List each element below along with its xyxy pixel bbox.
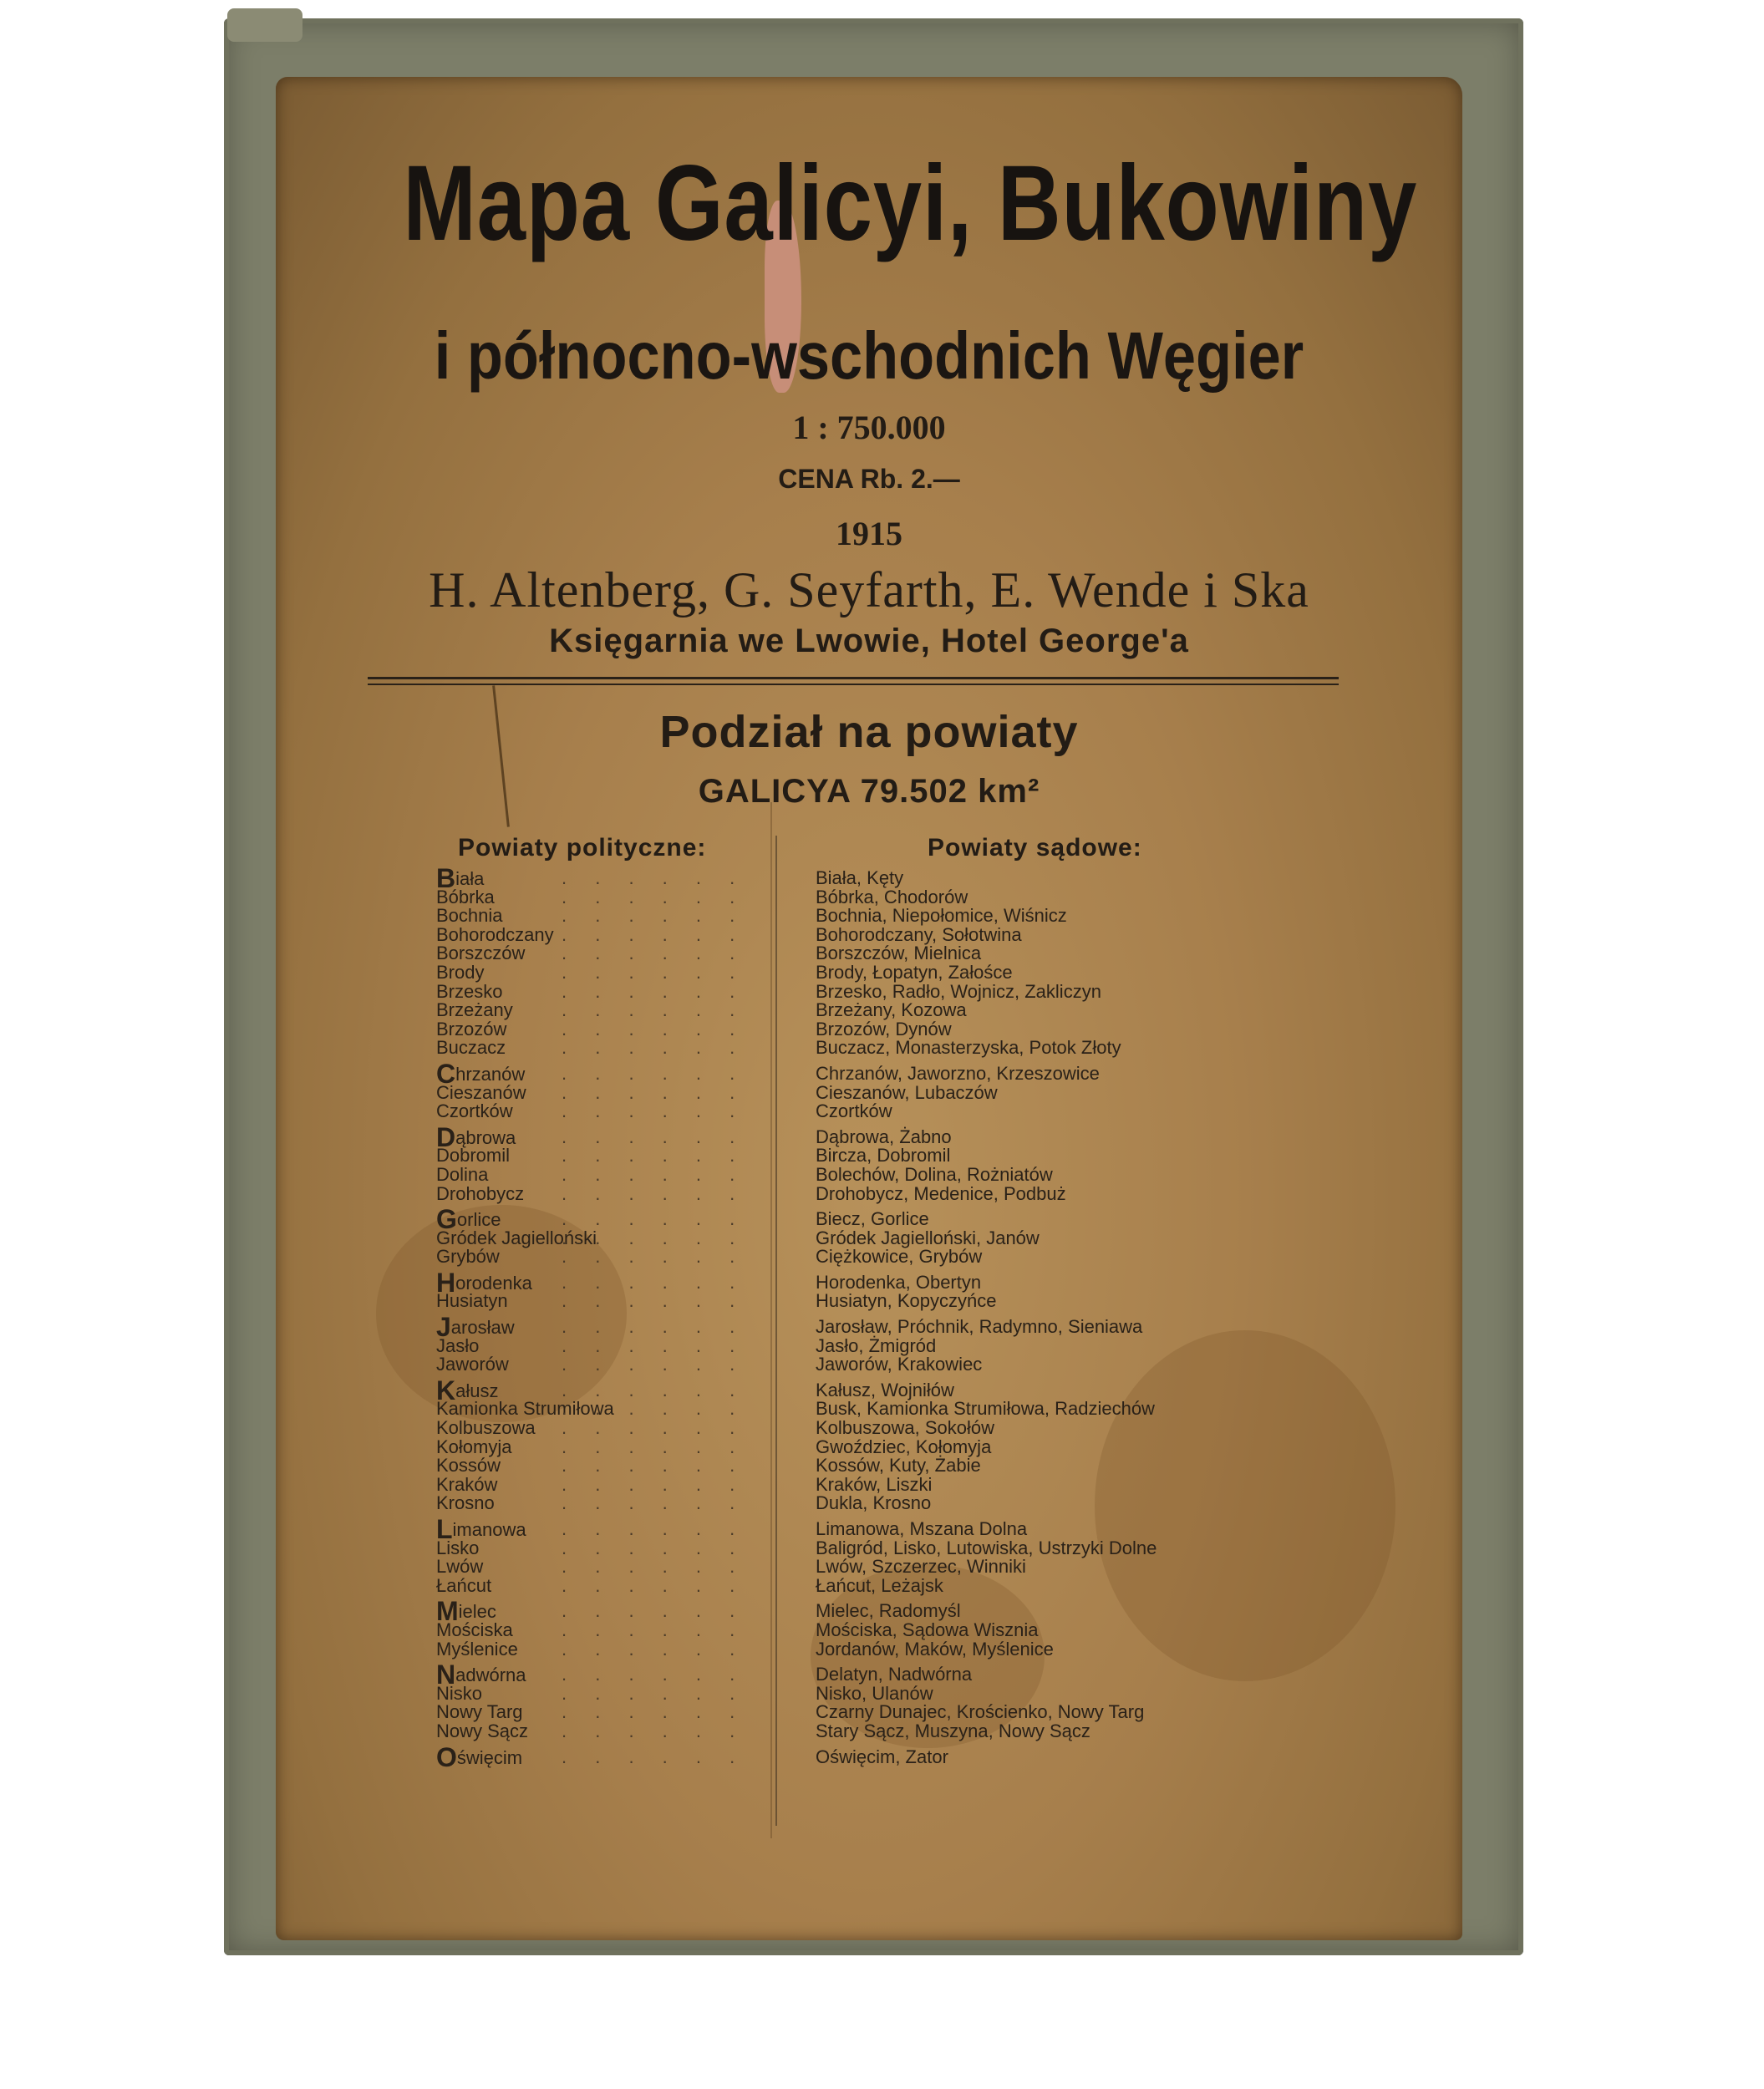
judicial-district: Brzozów, Dynów: [816, 1018, 952, 1039]
judicial-district: Brody, Łopatyn, Załośce: [816, 961, 1013, 983]
judicial-district: Jordanów, Maków, Myślenice: [816, 1638, 1054, 1660]
judicial-district: Czarny Dunajec, Krościenko, Nowy Targ: [816, 1701, 1145, 1723]
political-district: Dąbrowa . . .: [436, 1128, 754, 1147]
judicial-district: Jaworów, Krakowiec: [816, 1354, 983, 1375]
political-district: Jasło . . .: [436, 1337, 754, 1356]
political-district: Jaworów . . .: [436, 1355, 754, 1375]
political-district: Brzeżany . . .: [436, 1001, 754, 1020]
center-fold: [770, 802, 772, 1838]
political-district: Nisko . . .: [436, 1685, 754, 1704]
cover-frayed-corner: [227, 8, 302, 42]
judicial-district: Baligród, Lisko, Lutowiska, Ustrzyki Dolne: [816, 1537, 1157, 1558]
political-district: Kałusz . . .: [436, 1381, 754, 1400]
judicial-districts-list: [816, 869, 1300, 1766]
title-line-1: Mapa Galicyi, Bukowiny: [403, 144, 1418, 263]
title-line-2: i północno-wschodnich Węgier: [434, 318, 1304, 393]
judicial-district: Bochnia, Niepołomice, Wiśnicz: [816, 905, 1067, 927]
price: CENA Rb. 2.—: [778, 464, 960, 494]
political-district: Nowy Sącz . . .: [436, 1722, 754, 1741]
political-district: Mielec . . .: [436, 1602, 754, 1621]
area-heading: GALICYA 79.502 km²: [698, 773, 1040, 810]
judicial-district: Gwoździec, Kołomyja: [816, 1436, 992, 1457]
political-district: Czortków . . .: [436, 1102, 754, 1121]
judicial-district: Chrzanów, Jaworzno, Krzeszowice: [816, 1062, 1100, 1084]
judicial-district: Delatyn, Nadwórna: [816, 1664, 973, 1685]
judicial-district: Cieszanów, Lubaczów: [816, 1081, 998, 1103]
judicial-district: Brzeżany, Kozowa: [816, 999, 967, 1021]
political-district: Gorlice . . .: [436, 1210, 754, 1229]
political-district: Jarosław . . .: [436, 1318, 754, 1337]
bookshop: Księgarnia we Lwowie, Hotel George'a: [549, 623, 1189, 659]
political-district: Brody . . .: [436, 963, 754, 983]
political-district: Husiatyn . . .: [436, 1292, 754, 1311]
judicial-district: Ciężkowice, Grybów: [816, 1246, 983, 1268]
political-district: Limanowa . . .: [436, 1520, 754, 1539]
publishers: H. Altenberg, G. Seyfarth, E. Wende i Ska: [429, 562, 1309, 618]
political-district: Mościska . . .: [436, 1621, 754, 1640]
judicial-district: Czortków: [816, 1100, 892, 1122]
political-district: Biała . . .: [436, 869, 754, 888]
judicial-district: Dukla, Krosno: [816, 1492, 932, 1514]
section-title: Podział na powiaty: [659, 707, 1079, 757]
judicial-district: Mielec, Radomyśl: [816, 1600, 961, 1622]
judicial-district: Borszczów, Mielnica: [816, 943, 982, 964]
political-district: Kołomyja . . .: [436, 1438, 754, 1457]
judicial-district: Mościska, Sądowa Wisznia: [816, 1619, 1039, 1640]
political-districts-header: Powiaty polityczne:: [458, 834, 707, 862]
political-district: Dolina . . .: [436, 1166, 754, 1185]
political-district: Brzesko . . .: [436, 983, 754, 1002]
political-district: Myślenice . . .: [436, 1640, 754, 1660]
political-district: Lisko . . .: [436, 1539, 754, 1558]
judicial-district: Horodenka, Obertyn: [816, 1271, 982, 1293]
political-district: Grybów . . .: [436, 1248, 754, 1267]
divider-rule: [368, 677, 1339, 679]
judicial-district: Bolechów, Dolina, Rożniatów: [816, 1163, 1053, 1185]
judicial-district: Biecz, Gorlice: [816, 1208, 929, 1230]
judicial-district: Dąbrowa, Żabno: [816, 1126, 952, 1147]
political-district: Chrzanów . . .: [436, 1065, 754, 1084]
judicial-district: Jasło, Żmigród: [816, 1334, 937, 1356]
judicial-district: Gródek Jagielloński, Janów: [816, 1227, 1040, 1248]
political-district: Nowy Targ . . .: [436, 1703, 754, 1722]
political-district: Lwów . . .: [436, 1558, 754, 1577]
political-district: Dobromil . . .: [436, 1146, 754, 1166]
judicial-district: Jarosław, Próchnik, Radymno, Sieniawa: [816, 1316, 1143, 1338]
political-district: Gródek Jagielloński . . .: [436, 1229, 754, 1248]
judicial-district: Kolbuszowa, Sokołów: [816, 1417, 995, 1439]
political-districts-list: [436, 863, 754, 1772]
political-district: Bochnia . . .: [436, 907, 754, 926]
political-district: Łańcut . . .: [436, 1577, 754, 1596]
judicial-district: Kraków, Liszki: [816, 1473, 933, 1495]
political-district: Horodenka . . .: [436, 1273, 754, 1293]
judicial-district: Drohobycz, Medenice, Podbuż: [816, 1182, 1066, 1204]
divider-rule: [368, 684, 1339, 685]
judicial-district: Lwów, Szczerzec, Winniki: [816, 1556, 1026, 1578]
judicial-district: Bircza, Dobromil: [816, 1145, 951, 1166]
political-district: Oświęcim . . .: [436, 1748, 754, 1767]
political-district: Bohorodczany . . .: [436, 926, 754, 945]
political-district: Brzozów . . .: [436, 1020, 754, 1039]
judicial-district: Bohorodczany, Sołotwina: [816, 923, 1022, 945]
political-district: Cieszanów . . .: [436, 1084, 754, 1103]
judicial-district: Husiatyn, Kopyczyńce: [816, 1290, 997, 1312]
judicial-district: Brzesko, Radło, Wojnicz, Zakliczyn: [816, 980, 1101, 1002]
political-district: Kraków . . .: [436, 1476, 754, 1495]
political-district: Kossów . . .: [436, 1456, 754, 1476]
judicial-district: Limanowa, Mszana Dolna: [816, 1518, 1028, 1539]
judicial-district: Oświęcim, Zator: [816, 1746, 948, 1767]
political-district: Drohobycz . . .: [436, 1185, 754, 1204]
column-divider: [775, 836, 777, 1826]
political-district: Kamionka Strumiłowa . . .: [436, 1400, 754, 1419]
judicial-district: Stary Sącz, Muszyna, Nowy Sącz: [816, 1720, 1090, 1741]
judicial-district: Bóbrka, Chodorów: [816, 886, 968, 907]
year: 1915: [836, 515, 902, 552]
judicial-district: Buczacz, Monasterzyska, Potok Złoty: [816, 1037, 1121, 1059]
judicial-district: Łańcut, Leżajsk: [816, 1574, 943, 1596]
political-district: Krosno . . .: [436, 1494, 754, 1513]
political-district: Borszczów . . .: [436, 944, 754, 963]
judicial-district: Busk, Kamionka Strumiłowa, Radziechów: [816, 1398, 1155, 1420]
map-scale: 1 : 750.000: [792, 409, 946, 446]
political-district: Kolbuszowa . . .: [436, 1419, 754, 1438]
judicial-districts-header: Powiaty sądowe:: [928, 834, 1142, 862]
judicial-district: Nisko, Ulanów: [816, 1682, 933, 1704]
political-district: Nadwórna . . .: [436, 1665, 754, 1685]
judicial-district: Kałusz, Wojniłów: [816, 1379, 954, 1400]
judicial-district: Kossów, Kuty, Żabie: [816, 1455, 981, 1477]
judicial-district: Biała, Kęty: [816, 867, 904, 888]
political-district: Buczacz . . .: [436, 1039, 754, 1058]
political-district: Bóbrka . . .: [436, 888, 754, 907]
